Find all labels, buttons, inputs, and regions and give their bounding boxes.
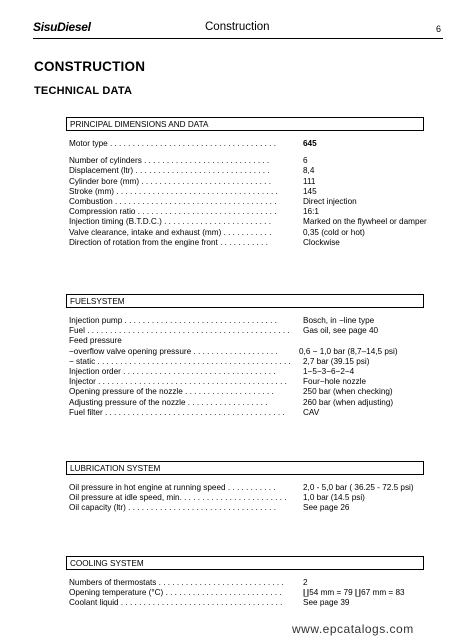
section-title: FUELSYSTEM xyxy=(66,294,424,308)
spec-value: 8,4 xyxy=(303,166,315,176)
spec-label: Fuel . . . . . . . . . . . . . . . . . . . . . . . . . . . . . . . . . . . . . . . . . . . . . xyxy=(69,326,290,336)
section-fuel-system xyxy=(66,294,424,418)
page-subheading: TECHNICAL DATA xyxy=(34,85,133,97)
spec-label: Oil capacity (ltr) . . . . . . . . . . . . . . . . . . . . . . . . . . . . . . . . . xyxy=(69,503,276,513)
spec-row xyxy=(66,588,424,598)
section-principal-dimensions xyxy=(66,117,427,248)
spec-label: Valve clearance, intake and exhaust (mm) . . . . . . . . . . . xyxy=(69,227,272,237)
spec-value: 1−5−3−6−2−4 xyxy=(303,366,355,376)
spec-label: Injector . . . . . . . . . . . . . . . . . . . . . . . . . . . . . . . . . . . . . . . . . . xyxy=(69,377,287,387)
spec-value: Bosch, in −line type xyxy=(303,316,375,325)
spec-label: Compression ratio . . . . . . . . . . . . . . . . . . . . . . . . . . . . . . . xyxy=(69,207,277,217)
spec-label: −overflow valve opening pressure . . . . . . . . . . . . . . . . . . . xyxy=(69,346,278,356)
spec-row xyxy=(66,367,424,377)
spec-row xyxy=(66,336,424,346)
spec-row xyxy=(66,598,424,608)
spec-label: Opening pressure of the nozzle . . . . . . . . . . . . . . . . . . . . xyxy=(69,387,274,397)
section-title: PRINCIPAL DIMENSIONS AND DATA xyxy=(66,117,424,131)
spec-row xyxy=(66,398,424,408)
spec-label: Direction of rotation from the engine front . . . . . . . . . . . xyxy=(69,237,268,247)
page-heading: CONSTRUCTION xyxy=(34,59,146,74)
sisudiesel-logo: SisuDiesel xyxy=(33,20,91,34)
spec-row xyxy=(66,493,424,503)
spec-value: 16:1 xyxy=(303,207,319,217)
spec-value: Gas oil, see page 40 xyxy=(303,326,379,336)
header-title: Construction xyxy=(205,21,270,33)
spec-value: Four−hole nozzle xyxy=(303,377,367,387)
spec-label: Numbers of thermostats . . . . . . . . . . . . . . . . . . . . . . . . . . . . xyxy=(69,578,284,587)
spec-value: 645 xyxy=(303,139,317,148)
spec-row xyxy=(66,503,424,513)
page-header xyxy=(33,18,443,39)
spec-value: 1,0 bar (14.5 psi) xyxy=(303,493,365,503)
spec-row xyxy=(66,347,424,357)
spec-label: Injection timing (B.T.D.C.) . . . . . . . . . . . . . . . . . . . . . . . . xyxy=(69,217,272,227)
spec-label: Adjusting pressure of the nozzle . . . . . . . . . . . . . . . . . . xyxy=(69,397,268,407)
spec-row xyxy=(66,326,424,336)
spec-value: See page 26 xyxy=(303,503,350,513)
spec-row xyxy=(66,207,424,217)
spec-value: 6 xyxy=(303,156,308,166)
spec-row xyxy=(66,316,424,326)
spec-value: ∐54 mm = 79 ∐67 mm = 83 xyxy=(303,588,405,598)
spec-row xyxy=(66,238,424,248)
spec-value: 111 xyxy=(303,176,316,186)
spec-value: 0,6 − 1,0 bar (8,7–14,5 psi) xyxy=(299,346,398,356)
section-title: COOLING SYSTEM xyxy=(66,556,424,570)
spec-value: Marked on the flywheel or damper xyxy=(303,217,427,227)
spec-label: Fuel filter . . . . . . . . . . . . . . . . . . . . . . . . . . . . . . . . . . . . . . . . xyxy=(69,407,285,417)
spec-label: Combustion . . . . . . . . . . . . . . . . . . . . . . . . . . . . . . . . . . . . xyxy=(69,196,277,206)
spec-label: Motor type . . . . . . . . . . . . . . . . . . . . . . . . . . . . . . . . . . . . . xyxy=(69,139,277,148)
spec-value: 2,7 bar (39.15 psi) xyxy=(303,356,370,366)
spec-row xyxy=(66,187,424,197)
spec-row xyxy=(66,177,424,187)
spec-row xyxy=(66,156,424,166)
spec-label: Stroke (mm) . . . . . . . . . . . . . . . . . . . . . . . . . . . . . . . . . . . . xyxy=(69,186,278,196)
spec-row xyxy=(66,197,424,207)
spec-row xyxy=(66,578,424,588)
spec-label: Injection pump . . . . . . . . . . . . . . . . . . . . . . . . . . . . . . . . . . xyxy=(69,316,277,325)
spec-row xyxy=(66,228,424,238)
spec-row xyxy=(66,377,424,387)
spec-label: Opening temperature (°C) . . . . . . . . . . . . . . . . . . . . . . . . . . xyxy=(69,588,282,598)
section-cooling-system xyxy=(66,556,424,609)
spec-label: Displacement (ltr) . . . . . . . . . . . . . . . . . . . . . . . . . . . . . . xyxy=(69,166,270,176)
spec-value: 0,35 (cold or hot) xyxy=(303,227,365,237)
spec-label: − static . . . . . . . . . . . . . . . . . . . . . . . . . . . . . . . . . . . . . . . . . . . xyxy=(69,356,291,366)
spec-row xyxy=(66,387,424,397)
spec-row xyxy=(66,483,424,493)
spec-value: See page 39 xyxy=(303,598,350,608)
spec-value: 260 bar (when adjusting) xyxy=(303,397,394,407)
spec-value: Clockwise xyxy=(303,237,340,247)
spec-value: CAV xyxy=(303,407,320,417)
spec-label: Coolant liquid . . . . . . . . . . . . . . . . . . . . . . . . . . . . . . . . . . . . xyxy=(69,598,283,608)
spec-value: 2 xyxy=(303,578,308,587)
spec-label: Feed pressure xyxy=(69,336,122,346)
spec-value: 145 xyxy=(303,186,317,196)
spec-value: 2,0 - 5,0 bar ( 36.25 - 72.5 psi) xyxy=(303,483,414,492)
spec-row xyxy=(66,139,424,149)
spec-label: Injection order . . . . . . . . . . . . . . . . . . . . . . . . . . . . . . . . . . xyxy=(69,366,276,376)
spec-row xyxy=(66,217,427,227)
spec-label: Oil pressure at idle speed, min. . . . . . . . . . . . . . . . . . . . . . . . xyxy=(69,493,287,503)
spec-row xyxy=(66,357,424,367)
spec-value: 250 bar (when checking) xyxy=(303,387,393,397)
spec-row xyxy=(66,166,424,176)
spec-label: Number of cylinders . . . . . . . . . . . . . . . . . . . . . . . . . . . . xyxy=(69,156,270,166)
page-number: 6 xyxy=(435,24,441,34)
spec-label: Cylinder bore (mm) . . . . . . . . . . . . . . . . . . . . . . . . . . . . . xyxy=(69,176,271,186)
section-lubrication-system xyxy=(66,461,424,514)
spec-label: Oil pressure in hot engine at running speed . . . . . . . . . . . xyxy=(69,483,276,492)
spec-value: Direct injection xyxy=(303,196,357,206)
spec-row xyxy=(66,408,424,418)
section-title: LUBRICATION SYSTEM xyxy=(66,461,424,475)
watermark: www.epcatalogs.com xyxy=(292,622,414,636)
